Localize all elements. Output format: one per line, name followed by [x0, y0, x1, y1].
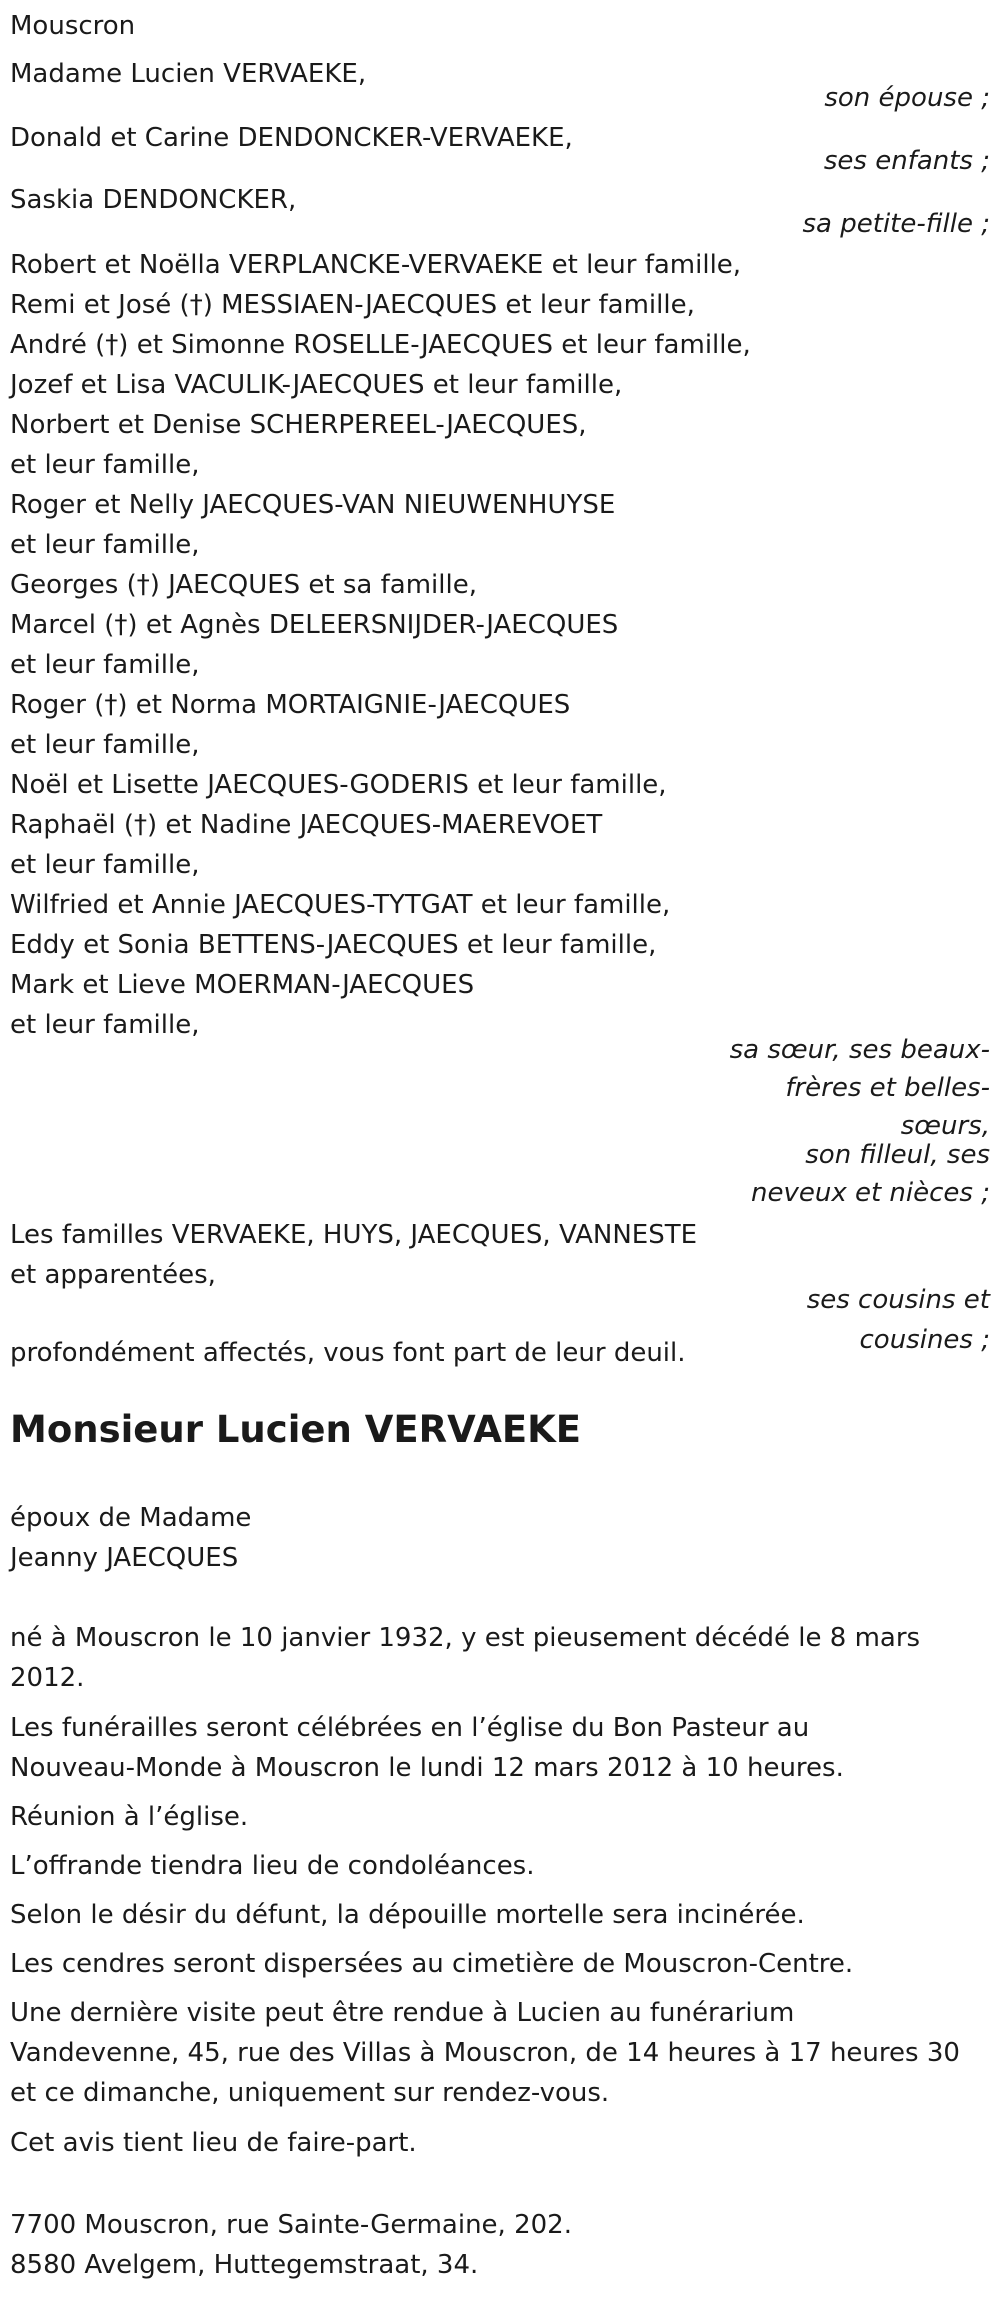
ashes-line: Les cendres seront dispersées au cimetière de Mouscron-Centre.: [10, 1949, 854, 1979]
meeting-line: Réunion à l’église.: [10, 1802, 249, 1832]
siblings-role-line: frères et belles-: [785, 1073, 990, 1103]
sibling-line: Marcel (†) et Agnès DELEERSNIJDER-JAECQUES: [10, 610, 619, 640]
visit-line: et ce dimanche, uniquement sur rendez-vous.: [10, 2078, 610, 2108]
address-line: 8580 Avelgem, Huttegemstraat, 34.: [10, 2250, 479, 2280]
sibling-line: et leur famille,: [10, 650, 200, 680]
offering-line: L’offrande tiendra lieu de condoléances.: [10, 1851, 535, 1881]
deceased-name: Monsieur Lucien VERVAEKE: [10, 1408, 582, 1451]
city-header: Mouscron: [10, 11, 136, 41]
sibling-line: André (†) et Simonne ROSELLE-JAECQUES et leur famille,: [10, 330, 751, 360]
sibling-line: Roger (†) et Norma MORTAIGNIE-JAECQUES: [10, 690, 571, 720]
families-line: et apparentées,: [10, 1260, 216, 1290]
sibling-line: Remi et José (†) MESSIAEN-JAECQUES et leur famille,: [10, 290, 695, 320]
sibling-line: Wilfried et Annie JAECQUES-TYTGAT et leur famille,: [10, 890, 671, 920]
birth-line: né à Mouscron le 10 janvier 1932, y est pieusement décédé le 8 mars: [10, 1623, 921, 1653]
godson-role-line: neveux et nièces ;: [750, 1178, 990, 1208]
sibling-line: et leur famille,: [10, 530, 200, 560]
siblings-role-line: sa sœur, ses beaux-: [729, 1035, 990, 1065]
sibling-line: et leur famille,: [10, 1010, 200, 1040]
grandchild-role: sa petite-fille ;: [802, 209, 990, 239]
cousins-role-line: ses cousins et: [806, 1285, 990, 1315]
funeral-line: Les funérailles seront célébrées en l’église du Bon Pasteur au: [10, 1713, 810, 1743]
sibling-line: Georges (†) JAECQUES et sa famille,: [10, 570, 477, 600]
sibling-line: Roger et Nelly JAECQUES-VAN NIEUWENHUYSE: [10, 490, 616, 520]
cremation-line: Selon le désir du défunt, la dépouille mortelle sera incinérée.: [10, 1900, 805, 1930]
funeral-line: Nouveau-Monde à Mouscron le lundi 12 mars 2012 à 10 heures.: [10, 1753, 844, 1783]
sibling-line: et leur famille,: [10, 450, 200, 480]
sibling-line: Jozef et Lisa VACULIK-JAECQUES et leur famille,: [10, 370, 623, 400]
address-line: 7700 Mouscron, rue Sainte-Germaine, 202.: [10, 2210, 572, 2240]
sibling-line: et leur famille,: [10, 850, 200, 880]
sibling-line: Eddy et Sonia BETTENS-JAECQUES et leur famille,: [10, 930, 657, 960]
sibling-line: Noël et Lisette JAECQUES-GODERIS et leur famille,: [10, 770, 667, 800]
godson-role-line: son filleul, ses: [805, 1140, 990, 1170]
spouse-role: son épouse ;: [824, 83, 990, 113]
children-role: ses enfants ;: [823, 146, 990, 176]
cousins-role-line: cousines ;: [859, 1325, 990, 1355]
spouse-line: époux de Madame: [10, 1503, 252, 1533]
grandchild-name: Saskia DENDONCKER,: [10, 185, 297, 215]
notice-line: Cet avis tient lieu de faire-part.: [10, 2128, 417, 2158]
families-line: Les familles VERVAEKE, HUYS, JAECQUES, VANNESTE: [10, 1220, 698, 1250]
birth-line: 2012.: [10, 1663, 85, 1693]
sibling-line: Mark et Lieve MOERMAN-JAECQUES: [10, 970, 475, 1000]
closing-line: profondément affectés, vous font part de leur deuil.: [10, 1338, 686, 1368]
children-name: Donald et Carine DENDONCKER-VERVAEKE,: [10, 123, 573, 153]
spouse-line: Jeanny JAECQUES: [10, 1543, 239, 1573]
spouse-name: Madame Lucien VERVAEKE,: [10, 59, 367, 89]
visit-line: Une dernière visite peut être rendue à Lucien au funérarium: [10, 1998, 795, 2028]
sibling-line: et leur famille,: [10, 730, 200, 760]
sibling-line: Raphaël (†) et Nadine JAECQUES-MAEREVOET: [10, 810, 603, 840]
visit-line: Vandevenne, 45, rue des Villas à Mouscron, de 14 heures à 17 heures 30: [10, 2038, 960, 2068]
sibling-line: Robert et Noëlla VERPLANCKE-VERVAEKE et leur famille,: [10, 250, 742, 280]
siblings-role-line: sœurs,: [900, 1111, 990, 1141]
sibling-line: Norbert et Denise SCHERPEREEL-JAECQUES,: [10, 410, 587, 440]
